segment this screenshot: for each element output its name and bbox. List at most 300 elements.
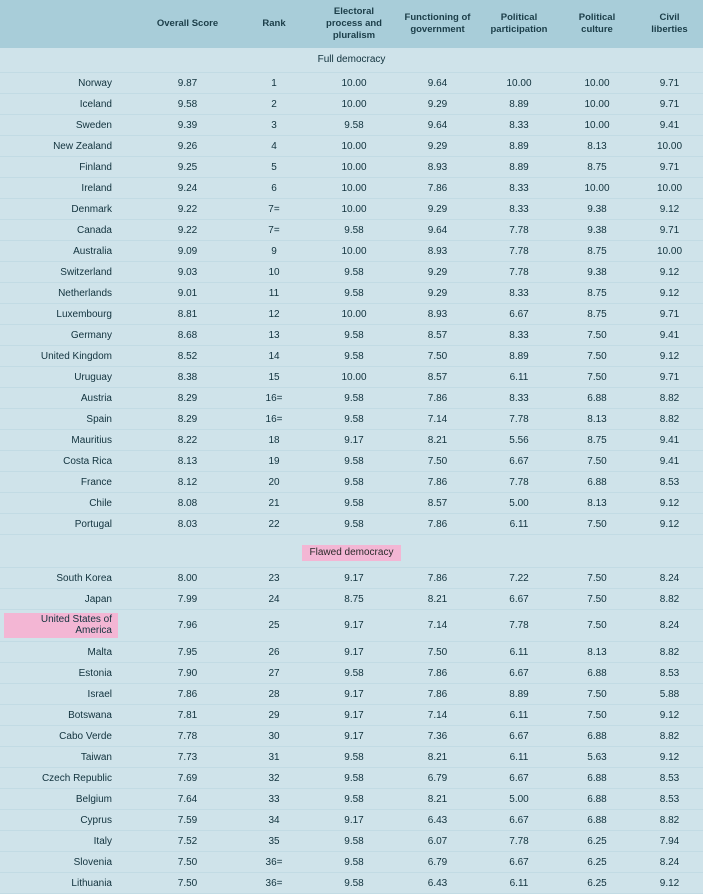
cell-political-participation: 8.33 (480, 388, 558, 409)
cell-rank: 3 (235, 115, 313, 136)
cell-electoral-process: 9.58 (313, 514, 395, 535)
cell-electoral-process: 9.58 (313, 220, 395, 241)
cell-functioning-of-government: 7.86 (395, 568, 480, 589)
cell-electoral-process: 10.00 (313, 73, 395, 94)
cell-civil-liberties: 8.53 (636, 789, 703, 810)
table-row[interactable] (0, 810, 703, 831)
cell-overall-score: 7.81 (140, 705, 235, 726)
cell-electoral-process: 10.00 (313, 94, 395, 115)
cell-functioning-of-government: 6.43 (395, 810, 480, 831)
cell-functioning-of-government: 8.93 (395, 241, 480, 262)
cell-overall-score: 9.03 (140, 262, 235, 283)
cell-country: Luxembourg (0, 304, 140, 325)
cell-country: Botswana (0, 705, 140, 726)
table-row[interactable] (0, 283, 703, 304)
cell-overall-score: 9.22 (140, 220, 235, 241)
cell-electoral-process: 9.58 (313, 451, 395, 472)
cell-civil-liberties: 8.53 (636, 663, 703, 684)
cell-political-participation: 5.00 (480, 789, 558, 810)
table-row[interactable] (0, 831, 703, 852)
cell-functioning-of-government: 6.79 (395, 852, 480, 873)
cell-political-participation: 6.67 (480, 726, 558, 747)
cell-electoral-process: 9.58 (313, 493, 395, 514)
cell-civil-liberties: 9.71 (636, 304, 703, 325)
cell-rank: 19 (235, 451, 313, 472)
cell-rank: 21 (235, 493, 313, 514)
table-row[interactable] (0, 789, 703, 810)
cell-functioning-of-government: 7.50 (395, 451, 480, 472)
cell-political-participation: 8.33 (480, 325, 558, 346)
cell-political-culture: 6.25 (558, 873, 636, 894)
cell-electoral-process: 10.00 (313, 304, 395, 325)
cell-functioning-of-government: 8.21 (395, 589, 480, 610)
cell-functioning-of-government: 9.29 (395, 136, 480, 157)
cell-functioning-of-government: 6.43 (395, 873, 480, 894)
cell-overall-score: 8.03 (140, 514, 235, 535)
cell-electoral-process: 9.58 (313, 388, 395, 409)
cell-rank: 36= (235, 852, 313, 873)
cell-electoral-process: 9.17 (313, 642, 395, 663)
cell-rank: 15 (235, 367, 313, 388)
cell-country: Belgium (0, 789, 140, 810)
table-row[interactable] (0, 178, 703, 199)
cell-electoral-process: 9.17 (313, 430, 395, 451)
cell-electoral-process: 9.58 (313, 873, 395, 894)
cell-political-culture: 10.00 (558, 94, 636, 115)
cell-civil-liberties: 9.71 (636, 157, 703, 178)
cell-civil-liberties: 9.41 (636, 430, 703, 451)
cell-overall-score: 7.86 (140, 684, 235, 705)
cell-rank: 24 (235, 589, 313, 610)
cell-rank: 2 (235, 94, 313, 115)
cell-functioning-of-government: 9.29 (395, 199, 480, 220)
cell-political-culture: 6.88 (558, 472, 636, 493)
cell-overall-score: 8.52 (140, 346, 235, 367)
cell-political-culture: 6.88 (558, 789, 636, 810)
table-row[interactable] (0, 514, 703, 535)
cell-civil-liberties: 9.12 (636, 747, 703, 768)
cell-rank: 16= (235, 388, 313, 409)
table-row[interactable] (0, 726, 703, 747)
cell-rank: 11 (235, 283, 313, 304)
cell-political-culture: 7.50 (558, 514, 636, 535)
table-row[interactable] (0, 157, 703, 178)
cell-functioning-of-government: 7.36 (395, 726, 480, 747)
cell-political-culture: 8.75 (558, 241, 636, 262)
table-header (0, 0, 703, 48)
cell-civil-liberties: 10.00 (636, 178, 703, 199)
table-row[interactable] (0, 472, 703, 493)
table-row[interactable] (0, 568, 703, 589)
cell-overall-score: 7.99 (140, 589, 235, 610)
cell-civil-liberties: 10.00 (636, 136, 703, 157)
cell-civil-liberties: 9.41 (636, 451, 703, 472)
cell-civil-liberties: 8.82 (636, 388, 703, 409)
cell-political-culture: 9.38 (558, 220, 636, 241)
cell-electoral-process: 10.00 (313, 241, 395, 262)
cell-overall-score: 9.22 (140, 199, 235, 220)
cell-rank: 1 (235, 73, 313, 94)
column-header-political-participation: Political participation (480, 0, 558, 48)
table-row[interactable] (0, 367, 703, 388)
cell-political-participation: 7.78 (480, 409, 558, 430)
cell-country: Costa Rica (0, 451, 140, 472)
cell-overall-score: 8.00 (140, 568, 235, 589)
cell-rank: 6 (235, 178, 313, 199)
cell-rank: 35 (235, 831, 313, 852)
cell-overall-score: 8.08 (140, 493, 235, 514)
cell-rank: 4 (235, 136, 313, 157)
cell-overall-score: 7.90 (140, 663, 235, 684)
cell-country: Sweden (0, 115, 140, 136)
cell-country (0, 610, 140, 642)
cell-electoral-process: 10.00 (313, 178, 395, 199)
section-header-cell (0, 48, 703, 73)
column-header-rank: Rank (235, 0, 313, 48)
column-header-overall-score: Overall Score (140, 0, 235, 48)
cell-functioning-of-government: 9.29 (395, 262, 480, 283)
cell-civil-liberties: 8.82 (636, 726, 703, 747)
cell-political-culture: 8.13 (558, 642, 636, 663)
cell-political-culture: 7.50 (558, 610, 636, 642)
cell-electoral-process: 9.58 (313, 409, 395, 430)
cell-country: Spain (0, 409, 140, 430)
cell-country: Czech Republic (0, 768, 140, 789)
table-row[interactable] (0, 663, 703, 684)
cell-overall-score: 8.29 (140, 388, 235, 409)
table-row[interactable] (0, 451, 703, 472)
cell-civil-liberties: 8.82 (636, 409, 703, 430)
cell-civil-liberties: 8.24 (636, 610, 703, 642)
cell-rank: 32 (235, 768, 313, 789)
table-row[interactable] (0, 304, 703, 325)
cell-political-participation: 5.56 (480, 430, 558, 451)
cell-overall-score: 9.39 (140, 115, 235, 136)
table-row[interactable] (0, 768, 703, 789)
cell-functioning-of-government: 8.57 (395, 493, 480, 514)
cell-civil-liberties: 7.94 (636, 831, 703, 852)
cell-political-culture: 7.50 (558, 684, 636, 705)
cell-political-participation: 8.89 (480, 94, 558, 115)
cell-country: Netherlands (0, 283, 140, 304)
table-body (0, 48, 703, 894)
table-row[interactable] (0, 610, 703, 642)
cell-political-participation: 6.11 (480, 514, 558, 535)
cell-rank: 7= (235, 220, 313, 241)
cell-political-participation: 7.78 (480, 241, 558, 262)
cell-political-culture: 10.00 (558, 178, 636, 199)
cell-rank: 33 (235, 789, 313, 810)
cell-electoral-process: 9.58 (313, 831, 395, 852)
cell-electoral-process: 8.75 (313, 589, 395, 610)
table-row[interactable] (0, 873, 703, 894)
cell-overall-score: 8.13 (140, 451, 235, 472)
cell-country: New Zealand (0, 136, 140, 157)
cell-electoral-process: 10.00 (313, 199, 395, 220)
cell-political-participation: 6.11 (480, 642, 558, 663)
column-header-country (0, 0, 140, 48)
cell-functioning-of-government: 7.14 (395, 409, 480, 430)
cell-functioning-of-government: 7.86 (395, 388, 480, 409)
cell-overall-score: 7.96 (140, 610, 235, 642)
cell-civil-liberties: 9.12 (636, 514, 703, 535)
cell-electoral-process: 9.17 (313, 684, 395, 705)
cell-political-culture: 8.13 (558, 136, 636, 157)
cell-electoral-process: 9.58 (313, 283, 395, 304)
cell-electoral-process: 9.58 (313, 472, 395, 493)
cell-political-participation: 8.89 (480, 684, 558, 705)
cell-country: Finland (0, 157, 140, 178)
cell-rank: 22 (235, 514, 313, 535)
cell-political-participation: 8.33 (480, 115, 558, 136)
cell-functioning-of-government: 6.07 (395, 831, 480, 852)
cell-civil-liberties: 9.12 (636, 705, 703, 726)
cell-country: Portugal (0, 514, 140, 535)
cell-country: Cabo Verde (0, 726, 140, 747)
cell-electoral-process: 10.00 (313, 136, 395, 157)
cell-rank: 28 (235, 684, 313, 705)
section-label: Flawed democracy (302, 545, 402, 561)
cell-civil-liberties: 8.53 (636, 472, 703, 493)
cell-political-participation: 6.67 (480, 768, 558, 789)
cell-political-participation: 6.11 (480, 747, 558, 768)
cell-functioning-of-government: 7.14 (395, 705, 480, 726)
cell-country: Israel (0, 684, 140, 705)
cell-political-culture: 8.13 (558, 409, 636, 430)
cell-country: Mauritius (0, 430, 140, 451)
column-header-electoral-process: Electoral process and pluralism (313, 0, 395, 48)
cell-civil-liberties: 8.82 (636, 589, 703, 610)
cell-country: Norway (0, 73, 140, 94)
section-header-row (0, 48, 703, 73)
cell-political-culture: 8.75 (558, 430, 636, 451)
cell-political-culture: 6.88 (558, 768, 636, 789)
table-row[interactable] (0, 220, 703, 241)
cell-electoral-process: 9.58 (313, 262, 395, 283)
cell-political-culture: 8.75 (558, 283, 636, 304)
highlighted-country-label: United States of America (4, 613, 118, 638)
table-row[interactable] (0, 747, 703, 768)
cell-rank: 36= (235, 873, 313, 894)
header-row (0, 0, 703, 48)
cell-political-participation: 6.67 (480, 852, 558, 873)
cell-country: Switzerland (0, 262, 140, 283)
section-header-row (0, 535, 703, 568)
cell-country: Austria (0, 388, 140, 409)
cell-political-participation: 6.67 (480, 589, 558, 610)
cell-overall-score: 9.26 (140, 136, 235, 157)
cell-country: Lithuania (0, 873, 140, 894)
table-row[interactable] (0, 325, 703, 346)
cell-political-culture: 8.75 (558, 157, 636, 178)
table-row[interactable] (0, 493, 703, 514)
cell-rank: 27 (235, 663, 313, 684)
cell-civil-liberties: 9.41 (636, 325, 703, 346)
table-row[interactable] (0, 241, 703, 262)
table-row[interactable] (0, 199, 703, 220)
cell-political-culture: 10.00 (558, 73, 636, 94)
cell-functioning-of-government: 8.57 (395, 367, 480, 388)
table-row[interactable] (0, 589, 703, 610)
table-row[interactable] (0, 346, 703, 367)
cell-overall-score: 9.58 (140, 94, 235, 115)
cell-overall-score: 8.68 (140, 325, 235, 346)
cell-political-participation: 6.11 (480, 873, 558, 894)
cell-country: Cyprus (0, 810, 140, 831)
cell-overall-score: 7.78 (140, 726, 235, 747)
cell-overall-score: 7.73 (140, 747, 235, 768)
cell-country: Germany (0, 325, 140, 346)
cell-rank: 7= (235, 199, 313, 220)
cell-functioning-of-government: 7.14 (395, 610, 480, 642)
cell-overall-score: 7.64 (140, 789, 235, 810)
cell-rank: 34 (235, 810, 313, 831)
table-row[interactable] (0, 94, 703, 115)
cell-overall-score: 7.50 (140, 852, 235, 873)
cell-rank: 5 (235, 157, 313, 178)
cell-functioning-of-government: 8.57 (395, 325, 480, 346)
cell-electoral-process: 9.58 (313, 115, 395, 136)
cell-civil-liberties: 8.24 (636, 568, 703, 589)
table-row[interactable] (0, 684, 703, 705)
cell-electoral-process: 9.17 (313, 705, 395, 726)
cell-country: Canada (0, 220, 140, 241)
cell-political-culture: 7.50 (558, 589, 636, 610)
cell-political-culture: 6.88 (558, 663, 636, 684)
cell-civil-liberties: 9.71 (636, 367, 703, 388)
cell-electoral-process: 9.58 (313, 789, 395, 810)
cell-country: Italy (0, 831, 140, 852)
cell-functioning-of-government: 7.50 (395, 346, 480, 367)
cell-electoral-process: 10.00 (313, 157, 395, 178)
cell-political-culture: 7.50 (558, 367, 636, 388)
cell-rank: 20 (235, 472, 313, 493)
cell-country: Taiwan (0, 747, 140, 768)
cell-civil-liberties: 9.12 (636, 262, 703, 283)
cell-political-culture: 7.50 (558, 325, 636, 346)
cell-rank: 12 (235, 304, 313, 325)
cell-rank: 13 (235, 325, 313, 346)
cell-electoral-process: 9.58 (313, 663, 395, 684)
cell-electoral-process: 9.17 (313, 726, 395, 747)
cell-political-participation: 10.00 (480, 73, 558, 94)
cell-civil-liberties: 9.71 (636, 94, 703, 115)
cell-electoral-process: 9.58 (313, 747, 395, 768)
cell-political-culture: 7.50 (558, 705, 636, 726)
cell-country: Ireland (0, 178, 140, 199)
cell-political-participation: 6.11 (480, 367, 558, 388)
cell-political-participation: 8.89 (480, 136, 558, 157)
column-header-civil-liberties: Civil liberties (636, 0, 703, 48)
cell-functioning-of-government: 7.86 (395, 514, 480, 535)
cell-country: Uruguay (0, 367, 140, 388)
cell-political-participation: 8.33 (480, 283, 558, 304)
cell-functioning-of-government: 9.64 (395, 115, 480, 136)
cell-electoral-process: 9.58 (313, 325, 395, 346)
table-row[interactable] (0, 388, 703, 409)
cell-overall-score: 8.81 (140, 304, 235, 325)
cell-civil-liberties: 9.71 (636, 220, 703, 241)
cell-overall-score: 8.12 (140, 472, 235, 493)
table-row[interactable] (0, 262, 703, 283)
cell-political-participation: 6.67 (480, 304, 558, 325)
cell-overall-score: 9.87 (140, 73, 235, 94)
cell-political-participation: 6.11 (480, 705, 558, 726)
cell-rank: 23 (235, 568, 313, 589)
cell-functioning-of-government: 9.29 (395, 94, 480, 115)
cell-political-participation: 7.78 (480, 831, 558, 852)
section-label: Full democracy (317, 54, 386, 65)
cell-overall-score: 9.24 (140, 178, 235, 199)
table-row[interactable] (0, 642, 703, 663)
cell-country: United Kingdom (0, 346, 140, 367)
table-row[interactable] (0, 115, 703, 136)
table-row[interactable] (0, 136, 703, 157)
table-row[interactable] (0, 409, 703, 430)
cell-political-participation: 8.33 (480, 199, 558, 220)
cell-political-participation: 8.89 (480, 346, 558, 367)
cell-political-culture: 8.75 (558, 304, 636, 325)
cell-electoral-process: 10.00 (313, 367, 395, 388)
cell-rank: 26 (235, 642, 313, 663)
cell-political-culture: 5.63 (558, 747, 636, 768)
cell-electoral-process: 9.17 (313, 568, 395, 589)
cell-civil-liberties: 9.12 (636, 283, 703, 304)
cell-civil-liberties: 5.88 (636, 684, 703, 705)
cell-country: Slovenia (0, 852, 140, 873)
cell-country: Denmark (0, 199, 140, 220)
cell-rank: 25 (235, 610, 313, 642)
cell-political-culture: 6.88 (558, 388, 636, 409)
cell-functioning-of-government: 7.86 (395, 684, 480, 705)
cell-political-participation: 6.67 (480, 663, 558, 684)
cell-political-participation: 5.00 (480, 493, 558, 514)
cell-overall-score: 8.38 (140, 367, 235, 388)
cell-political-culture: 6.88 (558, 810, 636, 831)
cell-rank: 9 (235, 241, 313, 262)
cell-rank: 10 (235, 262, 313, 283)
cell-overall-score: 7.52 (140, 831, 235, 852)
cell-civil-liberties: 9.12 (636, 493, 703, 514)
cell-rank: 31 (235, 747, 313, 768)
cell-country: Malta (0, 642, 140, 663)
cell-overall-score: 7.50 (140, 873, 235, 894)
section-header-cell (0, 535, 703, 568)
cell-functioning-of-government: 8.21 (395, 747, 480, 768)
cell-political-participation: 8.33 (480, 178, 558, 199)
cell-political-participation: 6.67 (480, 810, 558, 831)
cell-functioning-of-government: 8.93 (395, 157, 480, 178)
cell-political-culture: 9.38 (558, 199, 636, 220)
table-row[interactable] (0, 73, 703, 94)
cell-civil-liberties: 9.12 (636, 199, 703, 220)
cell-political-culture: 7.50 (558, 568, 636, 589)
cell-country: Australia (0, 241, 140, 262)
cell-political-participation: 6.67 (480, 451, 558, 472)
cell-rank: 14 (235, 346, 313, 367)
cell-functioning-of-government: 7.86 (395, 178, 480, 199)
cell-overall-score: 9.09 (140, 241, 235, 262)
table-row[interactable] (0, 705, 703, 726)
cell-political-culture: 9.38 (558, 262, 636, 283)
cell-civil-liberties: 9.12 (636, 873, 703, 894)
table-row[interactable] (0, 430, 703, 451)
cell-overall-score: 9.25 (140, 157, 235, 178)
cell-political-participation: 7.22 (480, 568, 558, 589)
cell-civil-liberties: 8.82 (636, 810, 703, 831)
table-row[interactable] (0, 852, 703, 873)
cell-country: Chile (0, 493, 140, 514)
